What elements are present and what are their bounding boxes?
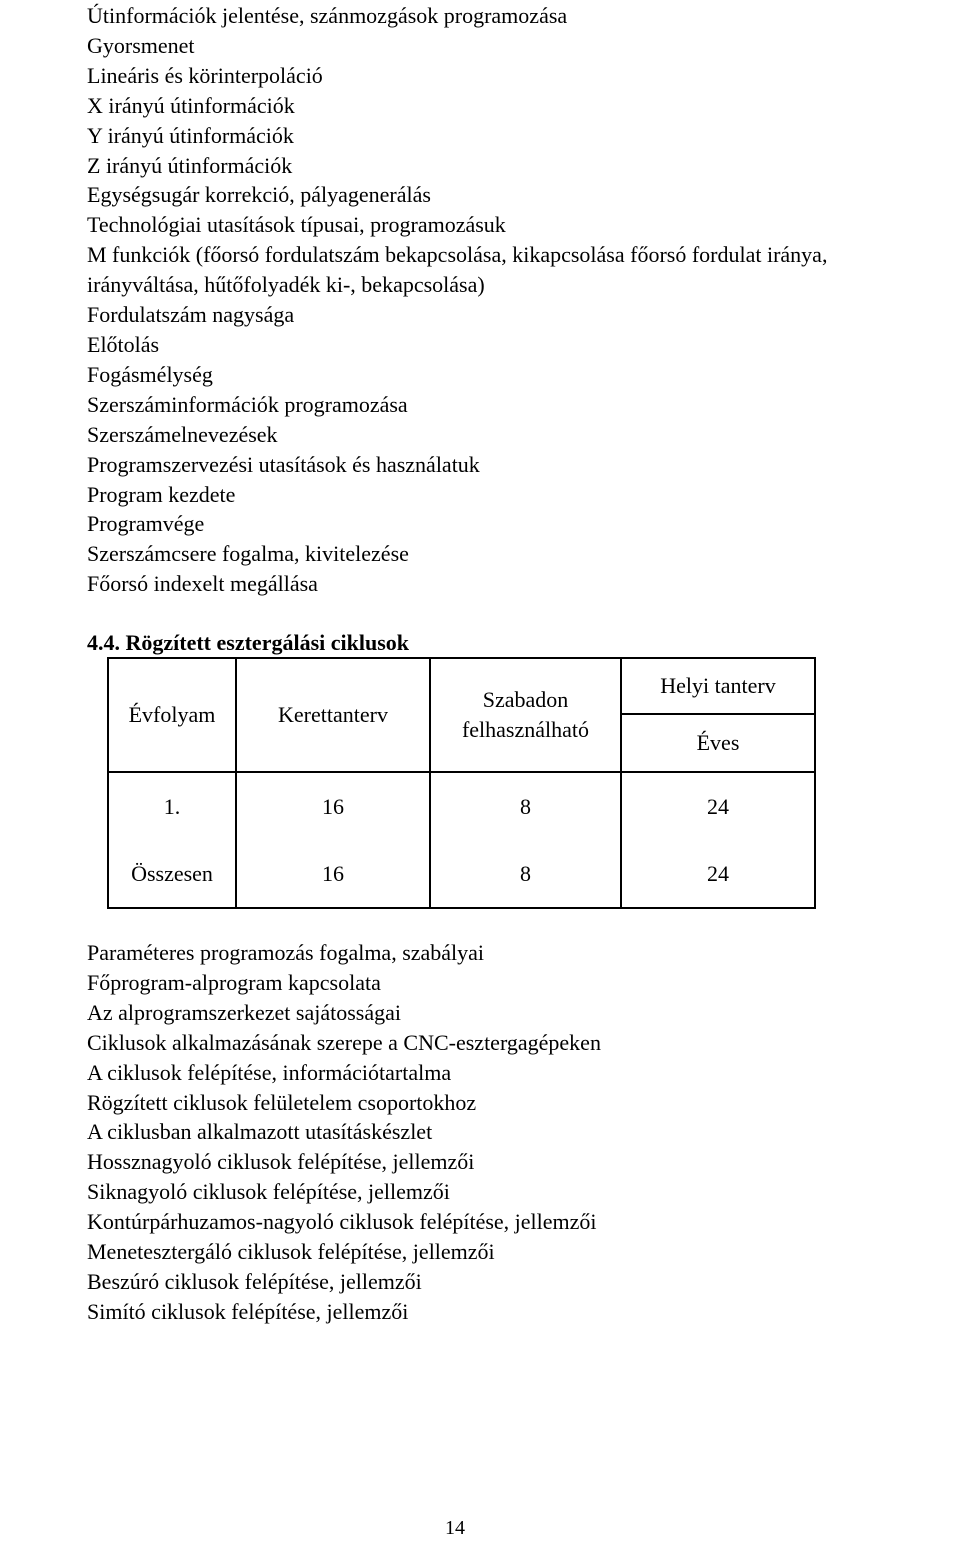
list-item: Gyorsmenet: [87, 32, 195, 58]
header-helyi-tanterv: [621, 658, 815, 772]
header-szabadon-line1: Szabadon: [482, 687, 569, 712]
topic-list-top: [87, 1, 827, 599]
list-item: A ciklusok felépítése, információtartalma: [87, 1059, 452, 1085]
list-item: Y irányú útinformációk: [87, 122, 294, 148]
header-szabadon-line2: felhasználható: [461, 717, 590, 742]
list-item: Egységsugár korrekció, pályagenerálás: [87, 182, 431, 208]
header-kerettanterv: Kerettanterv: [236, 658, 430, 772]
header-eves-label: Éves: [696, 730, 740, 755]
list-item: Szerszámcsere fogalma, kivitelezése: [87, 541, 409, 567]
list-item: Útinformációk jelentése, szánmozgások programozása: [87, 3, 568, 28]
cell-kerettanterv: 16: [236, 772, 430, 840]
list-item: Szerszáminformációk programozása: [87, 391, 408, 417]
list-item: Simító ciklusok felépítése, jellemzői: [87, 1298, 409, 1324]
table-row: [108, 840, 815, 908]
cell-eves: 24: [707, 793, 729, 819]
topic-list-bottom: [87, 938, 601, 1327]
list-item: Lineáris és körinterpoláció: [87, 62, 323, 88]
list-item: Az alprogramszerkezet sajátosságai: [87, 999, 401, 1025]
list-item: Főprogram-alprogram kapcsolata: [87, 969, 381, 995]
list-item: Z irányú útinformációk: [87, 152, 293, 178]
list-item: Program kezdete: [87, 481, 236, 507]
cell-evfolyam: 1.: [108, 772, 236, 840]
list-item: Rögzített ciklusok felületelem csoportokhoz: [87, 1089, 477, 1115]
table-header-row: [108, 658, 815, 772]
cell-evfolyam: Összesen: [108, 840, 236, 908]
cell-eves: 24: [707, 860, 729, 886]
hours-table: [107, 657, 816, 909]
list-item: Kontúrpárhuzamos-nagyoló ciklusok felépítése, jellemzői: [87, 1209, 597, 1235]
header-helyi-tanterv-label: Helyi tanterv: [622, 659, 814, 715]
list-item: Főorsó indexelt megállása: [87, 571, 318, 597]
list-item: X irányú útinformációk: [87, 92, 295, 118]
list-item: Paraméteres programozás fogalma, szabályai: [87, 940, 485, 965]
list-item: Siknagyoló ciklusok felépítése, jellemzői: [87, 1179, 450, 1205]
list-item: Programszervezési utasítások és használatuk: [87, 451, 480, 477]
header-szabadon: [430, 658, 621, 772]
list-item: A ciklusban alkalmazott utasításkészlet: [87, 1119, 433, 1145]
page-number: 14: [445, 1517, 465, 1539]
cell-szabadon: 8: [430, 840, 621, 908]
list-item: Előtolás: [87, 331, 160, 357]
header-evfolyam: Évfolyam: [108, 658, 236, 772]
list-item: Hossznagyoló ciklusok felépítése, jellemzői: [87, 1149, 475, 1175]
list-item: Fogásmélység: [87, 361, 213, 387]
list-item: irányváltása, hűtőfolyadék ki-, bekapcsolása): [87, 272, 485, 298]
list-item: Fordulatszám nagysága: [87, 302, 295, 328]
list-item: M funkciók (főorsó fordulatszám bekapcsolása, kikapcsolása főorsó fordulat iránya,: [87, 242, 828, 268]
cell-szabadon: 8: [430, 772, 621, 840]
table-row: [108, 772, 815, 840]
list-item: Technológiai utasítások típusai, programozásuk: [87, 212, 506, 238]
list-item: Menetesztergáló ciklusok felépítése, jellemzői: [87, 1239, 495, 1265]
list-item: Beszúró ciklusok felépítése, jellemzői: [87, 1268, 422, 1294]
list-item: Szerszámelnevezések: [87, 421, 278, 447]
cell-kerettanterv: 16: [236, 840, 430, 908]
section-heading: 4.4. Rögzített esztergálási ciklusok: [87, 630, 409, 655]
list-item: Programvége: [87, 511, 205, 537]
list-item: Ciklusok alkalmazásának szerepe a CNC-esztergagépeken: [87, 1029, 601, 1055]
